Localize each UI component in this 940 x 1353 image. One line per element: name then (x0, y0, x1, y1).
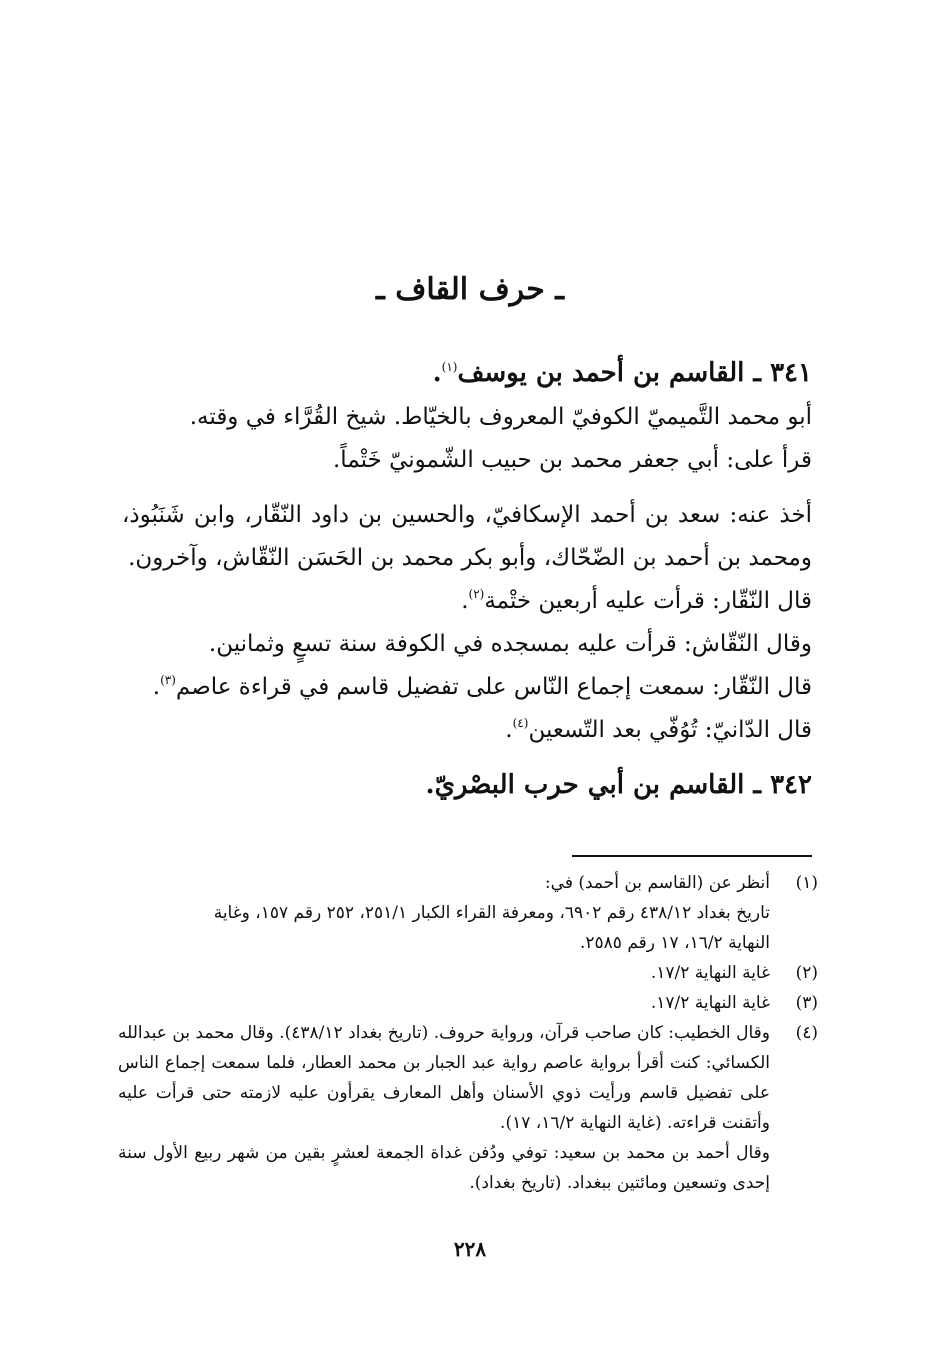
quote-3-end: . (152, 674, 161, 700)
main-text (122, 352, 812, 807)
entry-341-line-teachers: قرأ على: أبي جعفر محمد بن حبيب الشّمونيّ خَتْماً. (333, 447, 812, 473)
page-number: ٢٢٨ (453, 1237, 487, 1261)
footnote-4-number: (٤) (795, 1023, 818, 1043)
entry-341-title-end: . (432, 358, 442, 388)
footnote-2-number: (٢) (795, 963, 818, 983)
footnote-3 (118, 988, 818, 1018)
entry-342-title: ٣٤٢ ـ القاسم بن أبي حرب البصْريّ. (425, 770, 812, 800)
footnote-1-number: (١) (795, 873, 818, 893)
footnote-1-line-2: تاريخ بغداد ٤٣٨/١٢ رقم ٦٩٠٢، ومعرفة القراء الكبار ٢٥١/١، ٢٥٢ رقم ١٥٧، وغاية (213, 903, 770, 923)
footnote-ref-4[interactable]: (٤) (512, 716, 529, 730)
footnote-ref-2[interactable]: (٢) (468, 587, 485, 601)
entry-341-quote-2: وقال النّقّاش: قرأت عليه بمسجده في الكوفة سنة تسعٍ وثمانين. (208, 631, 812, 657)
entry-341-quote-1 (122, 580, 812, 623)
quote-4-end: . (505, 717, 513, 743)
quote-1-text: قال النّقّار: قرأت عليه أربعين ختْمة (484, 588, 812, 614)
footnote-ref-3[interactable]: (٣) (160, 673, 176, 687)
footnote-ref-1[interactable]: (١) (441, 360, 458, 374)
footnote-2-line-1: غاية النهاية ١٧/٢. (650, 963, 770, 983)
quote-3-text: قال النّقّار: سمعت إجماع النّاس على تفضيل قاسم في قراءة عاصم (175, 674, 812, 700)
footnotes-section (118, 868, 818, 1198)
footnote-1 (118, 868, 818, 958)
footnote-4 (118, 1018, 818, 1198)
chapter-title: ـ حرف القاف ـ (376, 272, 564, 307)
footnote-1-line-1: أنظر عن (القاسم بن أحمد) في: (544, 873, 770, 893)
entry-341-heading (122, 352, 812, 396)
footnote-4-paragraph-2: وقال أحمد بن محمد بن سعيد: توفي ودُفن غداة الجمعة لعشرٍ بقين من شهر ربيع الأول سنة إحدى وتسعين ومائتين ببغداد. (تاريخ بغداد). (118, 1143, 770, 1193)
entry-341-title: ٣٤١ ـ القاسم بن أحمد بن يوسف (457, 358, 812, 388)
entry-341-quote-4 (122, 709, 812, 752)
entry-341-students-paragraph: أخذ عنه: سعد بن أحمد الإسكافيّ، والحسين بن داود النّقّار، وابن شَنَبُوذ، ومحمد بن أحمد بن الضّحّاك، وأبو بكر محمد بن الحَسَن النّقّاش، وآخرون. (122, 502, 812, 571)
entry-341-line-kunya: أبو محمد التَّميميّ الكوفيّ المعروف بالخيّاط. شيخ القُرَّاء في وقته. (189, 404, 812, 430)
footnote-2 (118, 958, 818, 988)
footnote-3-number: (٣) (795, 993, 818, 1013)
footnote-divider (572, 855, 812, 857)
footnote-3-line-1: غاية النهاية ١٧/٢. (650, 993, 770, 1013)
quote-1-end: . (461, 588, 469, 614)
entry-341-quote-3 (122, 666, 812, 709)
footnote-4-paragraph-1: وقال الخطيب: كان صاحب قرآن، ورواية حروف. (تاريخ بغداد ٤٣٨/١٢). وقال محمد بن عبدالله الكسائي: كنت أقرأ برواية عاصم رواية عبد الجبار بن محمد العطار، فلما سمعت إجماع الناس على تفضيل قاسم ورأيت ذوي الأسنان وأهل المعارف يقرأون عليه لازمته حتى قرأت عليه وأتقنت قراءته. (غاية النهاية ١٦/٢، ١٧). (118, 1023, 771, 1133)
quote-4-text: قال الدّانيّ: تُوُفّي بعد التّسعين (528, 717, 812, 743)
footnote-1-line-3: النهاية ١٦/٢، ١٧ رقم ٢٥٨٥. (580, 933, 770, 953)
